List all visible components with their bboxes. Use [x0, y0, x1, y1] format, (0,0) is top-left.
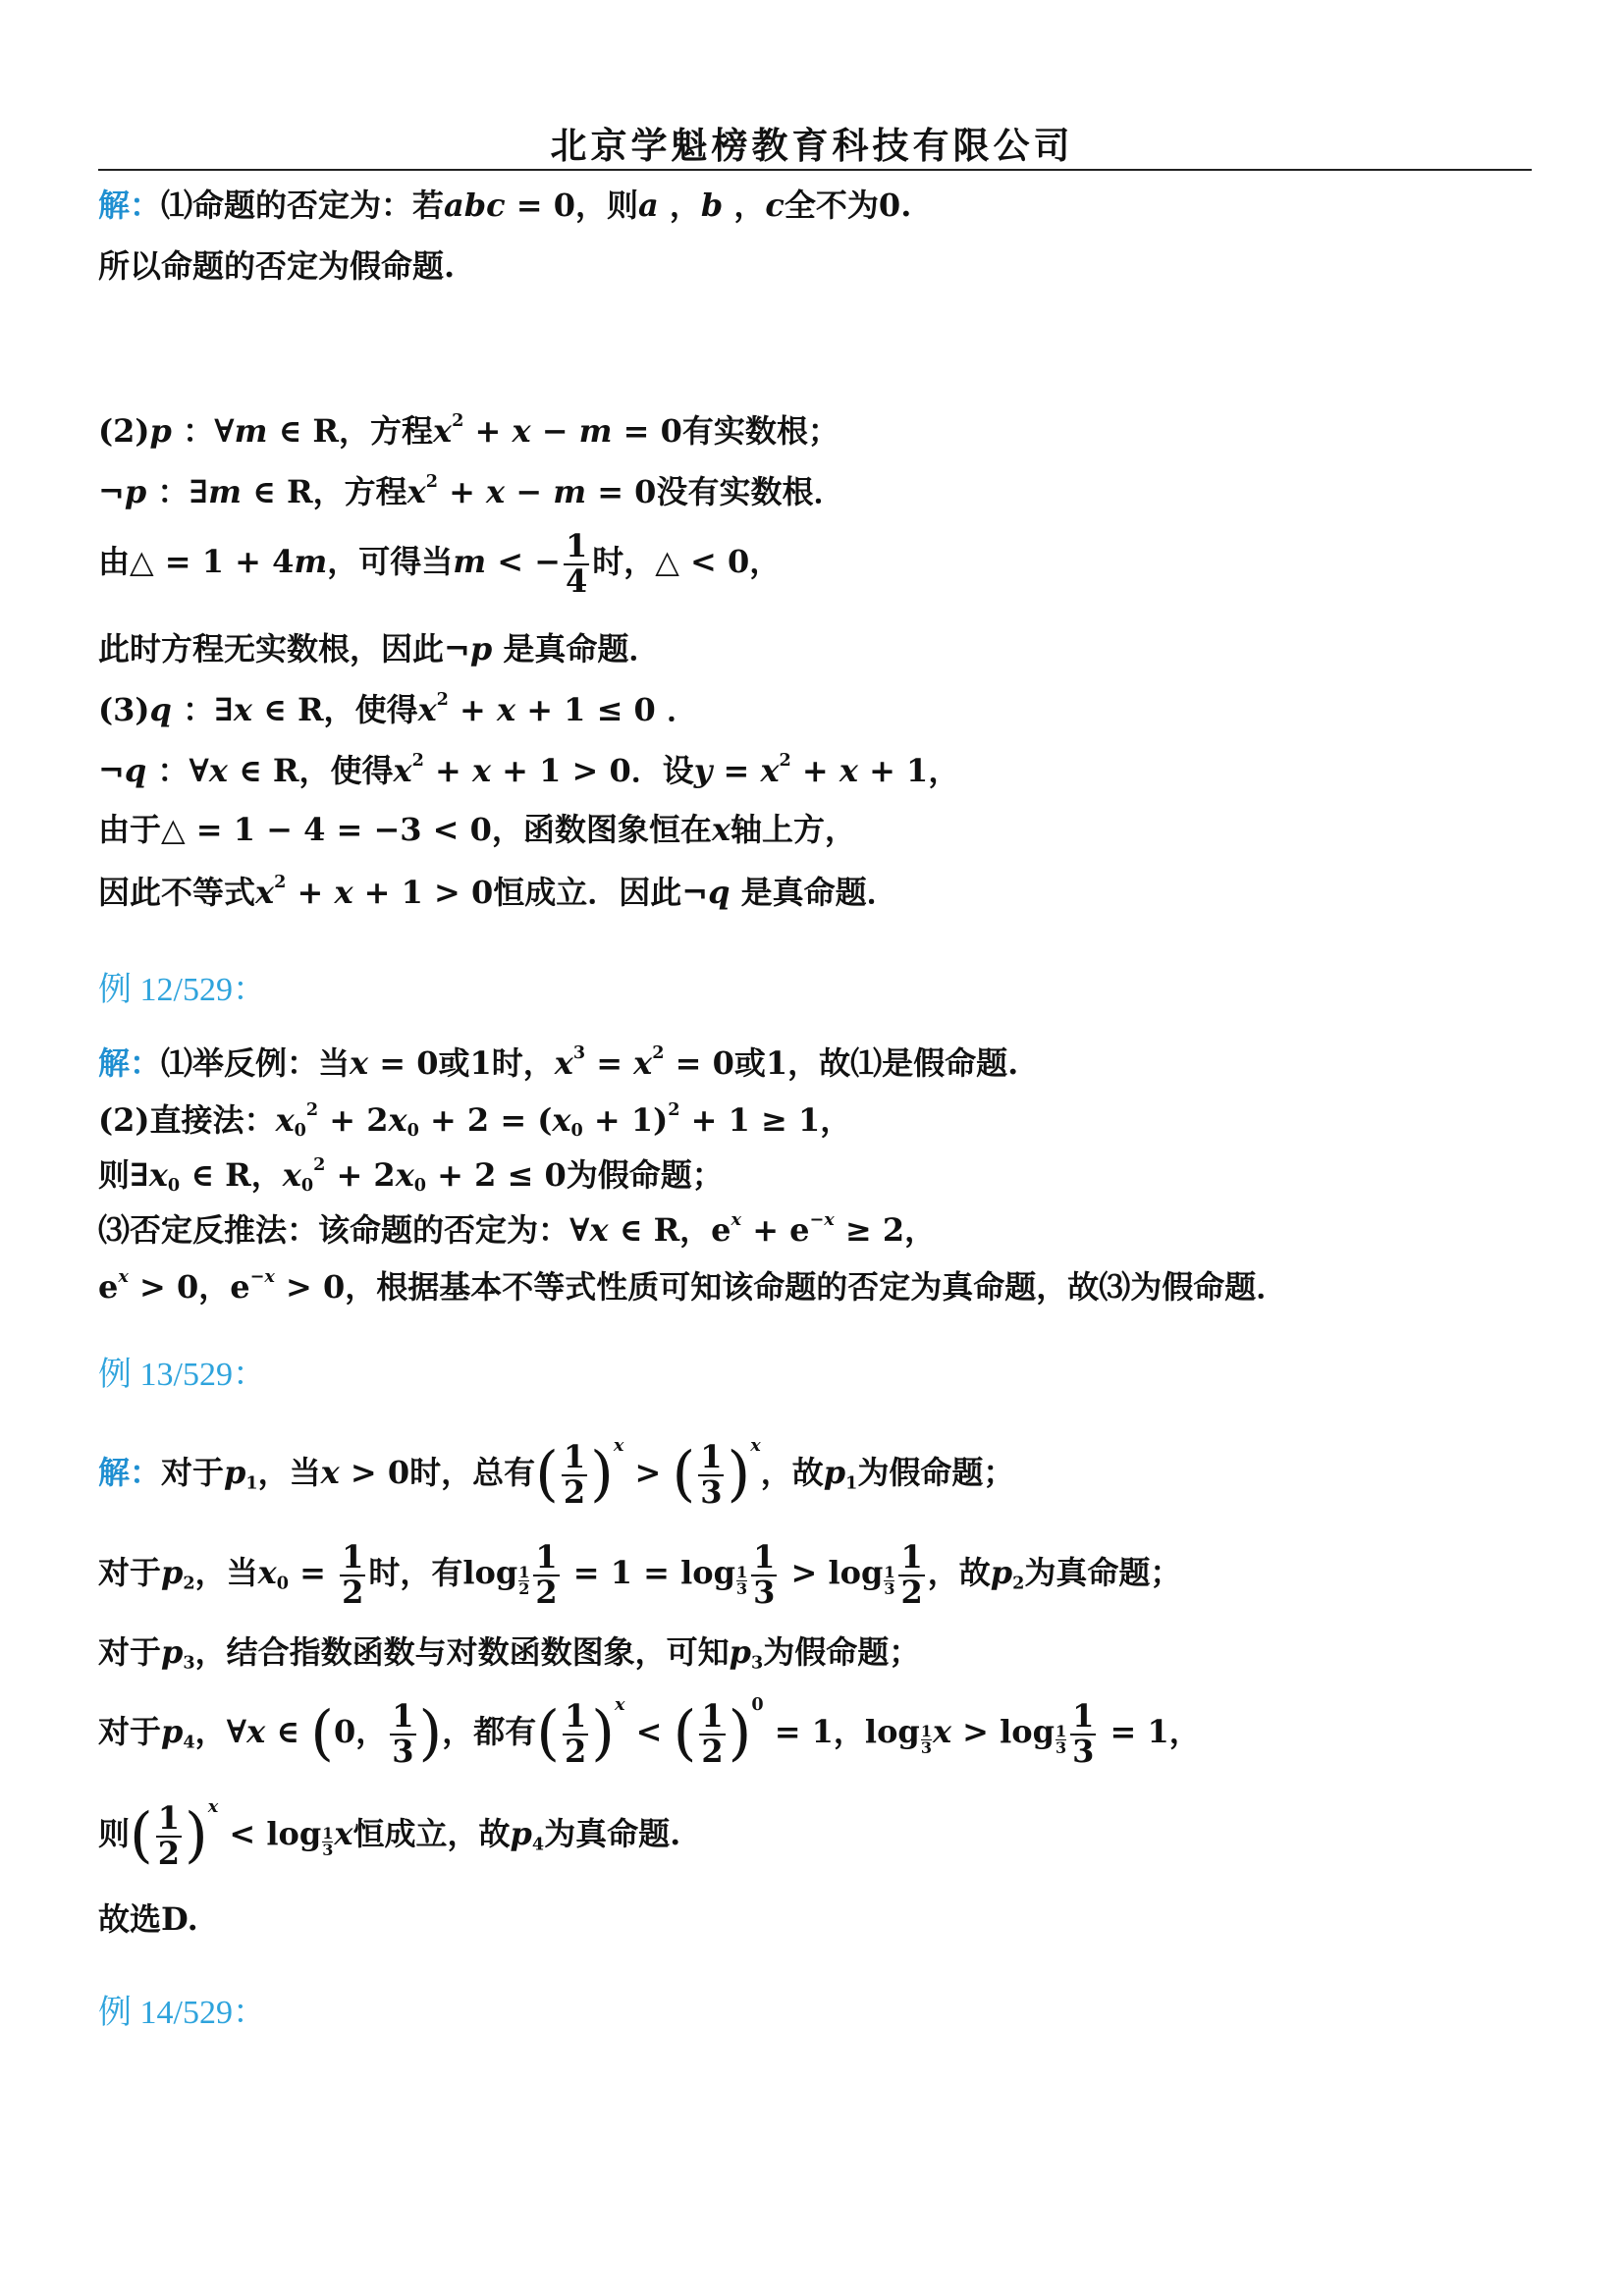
example-12-heading: 例 12/529： — [98, 972, 266, 1008]
ex13-line-1: 解：对于$p_1$，当x > 0时，总有( $\frac{1}{2}$ )x > ( $\frac{1}{3}$ )x，故$p_1$为假命题； — [98, 1435, 1015, 1511]
solution-line-q: (3)q ：∃x ∈ R，使得$x^2 + x + 1 \le 0$ ． — [98, 689, 698, 728]
ex13-line-6: 故选D. — [98, 1900, 198, 1938]
solution-line-1: 解：⑴命题的否定为：若abc = 0，则a ，b ，c全不为0. — [98, 187, 912, 224]
ex13-line-2: 对于$p_2$，当$x_0$ = $\frac{1}{2}$ 时，有log $\frac{1}{2}$ $\frac{1}{2}$ = 1 = log $\frac{1}{3}$ $\frac{1}{3}$ > log $\frac{1}{3}$ $\frac{1}{2}$ ，故$p_2$为真命题； — [98, 1538, 1182, 1611]
ex13-line-5: 则( $\frac{1}{2}$ )x < log $\frac{1}{3}$ x恒成立，故$p_4$为真命题. — [98, 1796, 681, 1872]
ex13-line-3: 对于$p_3$，结合指数函数与对数函数图象，可知$p_3$为假命题； — [98, 1633, 921, 1674]
solution-line-delta2: 由于△ = 1 − 4 = −3 < 0，函数图象恒在x轴上方， — [98, 811, 856, 848]
solution-line-inequality: 因此不等式$x^2 + x + 1 > 0$恒成立．因此¬q 是真命题． — [98, 872, 898, 911]
solution-line-p: (2)p ：∀m ∈ R，方程$x^2 + x - m = 0$有实数根； — [98, 410, 839, 450]
solution-line-conclude-p: 此时方程无实数根，因此¬p 是真命题． — [98, 630, 661, 667]
solution-line-2: 所以命题的否定为假命题. — [98, 247, 456, 285]
ex12-line-4: ⑶否定反推法：该命题的否定为：∀x ∈ R，$e^x + e^{-x} \ge 2$， — [98, 1209, 937, 1249]
ex12-line-1: 解：⑴举反例：当x = 0或1时，$x^3 = x^2 = 0$或1，故⑴是假命题. — [98, 1042, 1019, 1082]
solution-line-delta: 由△ = 1 + 4m，可得当m < − $\frac{1}{4}$ 时，△ < 0， — [98, 527, 782, 600]
header-title: 北京学魁榜教育科技有限公司 — [550, 125, 1074, 167]
ex12-line-5: $e^x > 0$，$e^{-x} > 0$，根据基本不等式性质可知该命题的否定为真命题，故⑶为假命题． — [98, 1266, 1288, 1306]
solution-line-not-p: ¬p ：∃m ∈ R，方程$x^2 + x - m = 0$没有实数根． — [98, 471, 845, 510]
example-14-heading: 例 14/529： — [98, 1995, 266, 2031]
solution-label: 解： — [98, 187, 162, 224]
header-divider — [98, 169, 1532, 171]
example-13-heading: 例 13/529： — [98, 1357, 266, 1393]
ex12-line-3: 则$\exists x_0$ ∈ R，$x_0^2 + 2x_0 + 2 \le 0$为假命题； — [98, 1154, 724, 1197]
ex13-line-4: 对于$p_4$，∀x ∈ (0， $\frac{1}{3}$ )，都有( $\frac{1}{2}$ )x < ( $\frac{1}{2}$ )0 = 1，log $\frac{1}{3}$ x > log $\frac{1}{3}$ $\frac{1}{3}$ = 1， — [98, 1694, 1201, 1770]
solution-line-not-q: ¬q ：∀x ∈ R，使得$x^2 + x + 1 > 0$．设$y = x^2 + x + 1$， — [98, 750, 960, 789]
ex12-line-2: (2)直接法：$x_0^2 + 2x_0 + 2 = (x_0 + 1)^2 + 1 \ge 1$， — [98, 1099, 852, 1142]
